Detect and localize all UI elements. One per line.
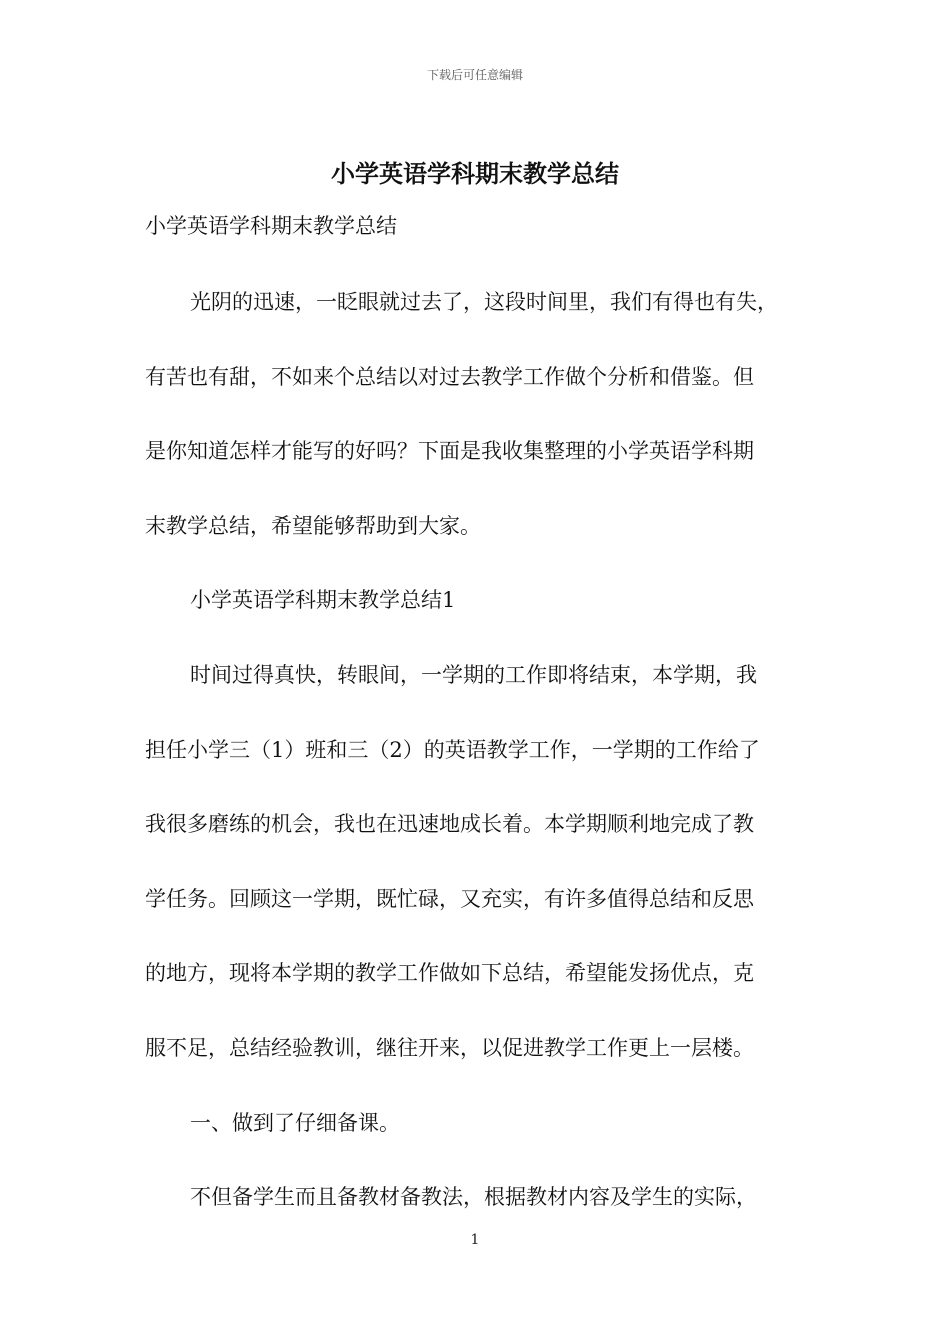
paragraph-line: 末教学总结，希望能够帮助到大家。 [145,514,481,538]
paragraph-line: 学任务。回顾这一学期，既忙碌，又充实，有许多值得总结和反思 [145,887,754,911]
paragraph-line: 光阴的迅速，一眨眼就过去了，这段时间里，我们有得也有失， [190,290,778,314]
header-note: 下载后可任意编辑 [426,68,523,82]
paragraph-line: 不但备学生而且备教材备教法，根据教材内容及学生的实际， [190,1185,757,1209]
paragraph-line: 时间过得真快，转眼间，一学期的工作即将结束，本学期，我 [190,663,757,687]
section-heading: 一、做到了仔细备课。 [190,1111,400,1135]
paragraph-line: 的地方，现将本学期的教学工作做如下总结，希望能发扬优点，克 [145,961,754,985]
document-title: 小学英语学科期末教学总结 [331,159,619,188]
page-number: 1 [470,1232,480,1248]
paragraph-line: 我很多磨练的机会，我也在迅速地成长着。本学期顺利地完成了教 [145,812,754,836]
paragraph-line: 有苦也有甜，不如来个总结以对过去教学工作做个分析和借鉴。但 [145,365,754,389]
paragraph-line: 服不足，总结经验教训，继往开来，以促进教学工作更上一层楼。 [145,1036,754,1060]
paragraph-line: 是你知道怎样才能写的好吗？下面是我收集整理的小学英语学科期 [145,439,754,463]
document-subtitle: 小学英语学科期末教学总结 [145,214,397,238]
paragraph-line: 担任小学三（1）班和三（2）的英语教学工作，一学期的工作给了 [145,738,760,762]
section-heading: 小学英语学科期末教学总结1 [190,588,456,612]
